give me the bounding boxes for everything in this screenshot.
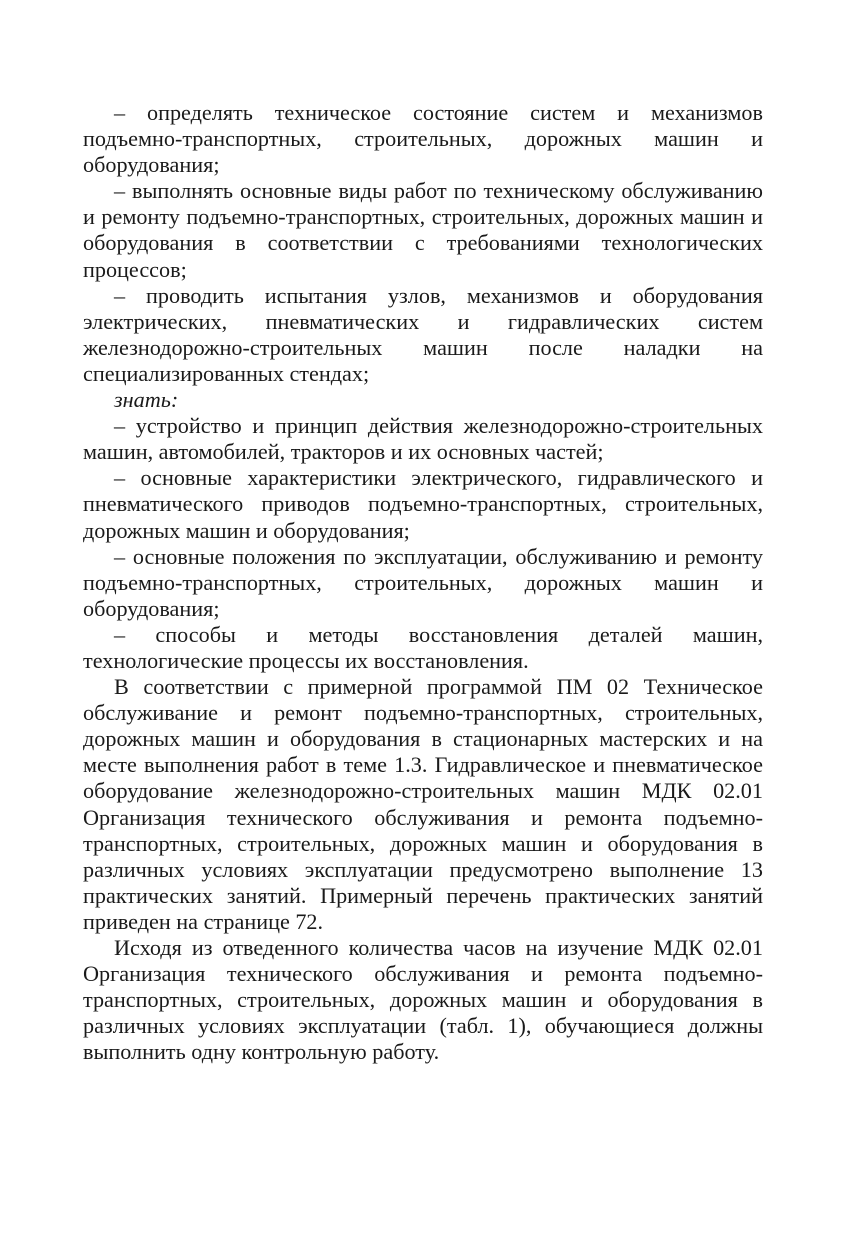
skill-item-3: – проводить испытания узлов, механизмов и оборудования электрических, пневматических и гидравлических систем железнодорожно-строительных машин после наладки на специализированных стендах;: [83, 282, 763, 386]
paragraph-hours: Исходя из отведенного количества часов на изучение МДК 02.01 Организация технического обслуживания и ремонта подъемно-транспортных, строительных, дорожных машин и оборудования в различных условиях эксплуатации (табл. 1), обучающиеся должны выполнить одну контрольную работу.: [83, 935, 763, 1065]
know-item-2: – основные характеристики электрического, гидравлического и пневматического приводов подъемно-транспортных, строительных, дорожных машин и оборудования;: [83, 465, 763, 543]
page-body: [83, 100, 763, 1065]
know-item-1: – устройство и принцип действия железнодорожно-строительных машин, автомобилей, тракторов и их основных частей;: [83, 413, 763, 465]
skill-item-1: – определять техническое состояние систем и механизмов подъемно-транспортных, строительных, дорожных машин и оборудования;: [83, 100, 763, 178]
know-item-3: – основные положения по эксплуатации, обслуживанию и ремонту подъемно-транспортных, строительных, дорожных машин и оборудования;: [83, 543, 763, 621]
skill-item-2: – выполнять основные виды работ по техническому обслуживанию и ремонту подъемно-транспортных, строительных, дорожных машин и оборудования в соответствии с требованиями технологических процессов;: [83, 178, 763, 282]
know-label: знать:: [114, 387, 179, 413]
know-item-4: – способы и методы восстановления деталей машин, технологические процессы их восстановления.: [83, 621, 763, 673]
paragraph-program: В соответствии с примерной программой ПМ 02 Техническое обслуживание и ремонт подъемно-транспортных, строительных, дорожных машин и оборудования в стационарных мастерских и на месте выполнения работ в теме 1.3. Гидравлическое и пневматическое оборудование железнодорожно-строительных машин МДК 02.01 Организация технического обслуживания и ремонта подъемно-транспортных, строительных, дорожных машин и оборудования в различных условиях эксплуатации предусмотрено выполнение 13 практических занятий. Примерный перечень практических занятий приведен на странице 72.: [83, 674, 763, 934]
